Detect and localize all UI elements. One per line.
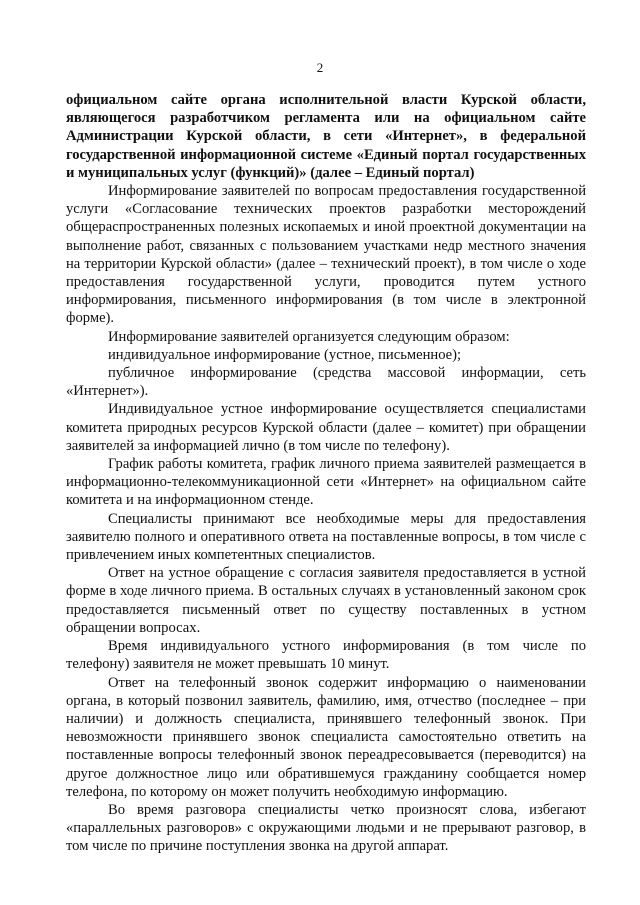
paragraph-informing: Информирование заявителей по вопросам предоставления государственной услуги «Согласование технических проектов разработки месторождений общераспространенных полезных ископаемых и иной проектной документации на выполнение работ, связанных с пользованием участками недр местного значения на территории Курской области» (далее – технический проект), в том числе о ходе предоставления государственной услуги, проводится путем устного информирования, письменного информирования (в том числе в электронной форме).: [66, 183, 586, 327]
page-number: 2: [316, 60, 324, 75]
paragraph-public: публичное информирование (средства массовой информации, сеть «Интернет»).: [66, 365, 586, 400]
paragraph-individual: индивидуальное информирование (устное, письменное);: [108, 346, 462, 363]
paragraph-conversation: Во время разговора специалисты четко произносят слова, избегают «параллельных разговоров» с окружающими людьми и не прерывают разговор, в том числе по причине поступления звонка на другой аппарат.: [66, 801, 586, 855]
paragraph-oral-answer: Ответ на устное обращение с согласия заявителя предоставляется в устной форме в ходе личного приема. В остальных случаях в установленный законом срок предоставляется письменный ответ по существу поставленных в устном обращении вопросах.: [66, 565, 586, 636]
paragraph-specialists: Специалисты принимают все необходимые меры для предоставления заявителю полного и оперативного ответа на поставленные вопросы, в том числе с привлечением иных компетентных специалистов.: [66, 510, 586, 564]
paragraph-time-limit: Время индивидуального устного информирования (в том числе по телефону) заявителя не может превышать 10 минут.: [66, 638, 586, 673]
paragraph-organization: Информирование заявителей организуется следующим образом:: [108, 328, 510, 345]
paragraph-schedule: График работы комитета, график личного приема заявителей размещается в информационно-телекоммуникационной сети «Интернет» на официальном сайте комитета и на информационном стенде.: [66, 456, 586, 509]
paragraph-phone-answer: Ответ на телефонный звонок содержит информацию о наименовании органа, в который позвонил заявитель, фамилию, имя, отчество (последнее – при наличии) и должность специалиста, принявшего телефонный звонок. При невозможности принявшего звонок специалиста самостоятельно ответить на поставленные вопросы телефонный звонок переадресовывается (переводится) на другое должностное лицо или обратившемуся гражданину сообщается номер телефона, по которому он может получить необходимую информацию.: [66, 674, 586, 800]
paragraph-oral-informing: Индивидуальное устное информирование осуществляется специалистами комитета природных ресурсов Курской области (далее – комитет) при обращении заявителей за информацией лично (в том числе по телефону).: [66, 401, 586, 454]
document-body: [66, 91, 586, 856]
section-heading: официальном сайте органа исполнительной власти Курской области, являющегося разработчиком регламента или на официальном сайте Администрации Курской области, в сети «Интернет», в федеральной государственной информационной системе «Единый портал государственных и муниципальных услуг (функций)» (далее – Единый портал): [66, 92, 586, 181]
